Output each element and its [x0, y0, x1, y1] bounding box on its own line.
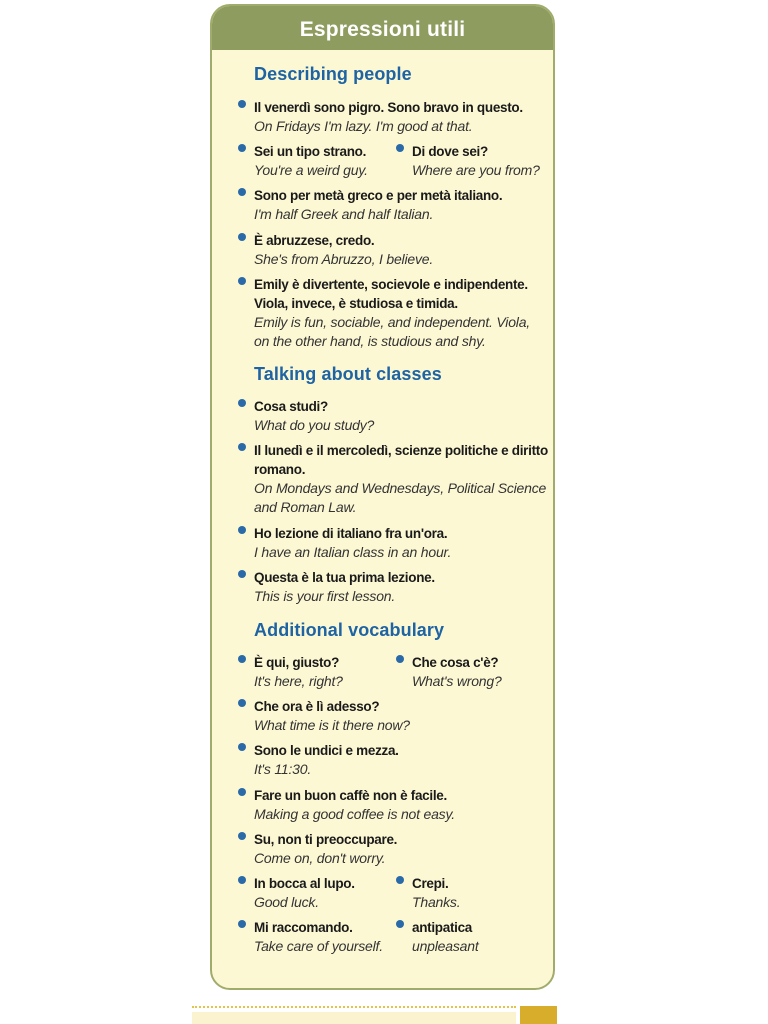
english-translation: What do you study? [254, 417, 375, 433]
bullet-icon [238, 699, 246, 707]
italian-phrase: Crepi. [412, 876, 449, 891]
english-translation: I have an Italian class in an hour. [254, 544, 452, 560]
italian-phrase: Il lunedì e il mercoledì, scienze politiche e diritto romano. [254, 443, 548, 477]
english-translation: Come on, don't worry. [254, 850, 386, 866]
bullet-icon [396, 144, 404, 152]
italian-phrase: Sono le undici e mezza. [254, 743, 399, 758]
list-item [238, 275, 548, 351]
english-translation: It's here, right? [254, 673, 343, 689]
list-item [238, 186, 548, 224]
footer-dotted-rule [192, 1006, 516, 1008]
bullet-icon [238, 655, 246, 663]
italian-phrase: È abruzzese, credo. [254, 233, 375, 248]
bullet-icon [238, 144, 246, 152]
english-translation: Take care of yourself. [254, 938, 383, 954]
bullet-icon [238, 832, 246, 840]
english-translation: unpleasant [412, 938, 479, 954]
italian-phrase: Ho lezione di italiano fra un'ora. [254, 526, 448, 541]
italian-phrase: Che cosa c'è? [412, 655, 499, 670]
english-translation: Thanks. [412, 894, 461, 910]
english-translation: What's wrong? [412, 673, 502, 689]
bullet-icon [238, 570, 246, 578]
section-title-additional-vocabulary: Additional vocabulary [254, 620, 445, 640]
bullet-icon [238, 100, 246, 108]
italian-phrase: Sono per metà greco e per metà italiano. [254, 188, 503, 203]
list-item [396, 918, 546, 956]
list-item [238, 524, 548, 562]
bullet-icon [396, 655, 404, 663]
english-translation: Making a good coffee is not easy. [254, 806, 455, 822]
list-item [238, 697, 548, 735]
italian-phrase: Cosa studi? [254, 399, 328, 414]
bullet-icon [238, 743, 246, 751]
english-translation: On Mondays and Wednesdays, Political Science and Roman Law. [254, 480, 547, 515]
bullet-icon [238, 399, 246, 407]
list-item [238, 441, 548, 517]
italian-phrase: Di dove sei? [412, 144, 488, 159]
list-item [238, 874, 388, 912]
italian-phrase: Questa è la tua prima lezione. [254, 570, 435, 585]
bullet-icon [238, 188, 246, 196]
list-item [238, 568, 548, 606]
english-translation: What time is it there now? [254, 717, 410, 733]
english-translation: Where are you from? [412, 162, 540, 178]
italian-phrase: antipatica [412, 920, 473, 935]
italian-phrase: Mi raccomando. [254, 920, 353, 935]
bullet-icon [238, 876, 246, 884]
card-title: Espressioni utili [212, 6, 553, 50]
list-item [238, 918, 388, 956]
english-translation: She's from Abruzzo, I believe. [254, 251, 434, 267]
list-item [238, 231, 548, 269]
bullet-icon [396, 920, 404, 928]
list-item [238, 98, 548, 136]
english-translation: On Fridays I'm lazy. I'm good at that. [254, 118, 473, 134]
list-item [238, 397, 548, 435]
italian-phrase: Sei un tipo strano. [254, 144, 367, 159]
english-translation: This is your first lesson. [254, 588, 396, 604]
italian-phrase: Fare un buon caffè non è facile. [254, 788, 447, 803]
english-translation: I'm half Greek and half Italian. [254, 206, 434, 222]
footer-band [192, 1012, 516, 1024]
list-item [396, 142, 546, 180]
bullet-icon [238, 526, 246, 534]
section-title-describing-people: Describing people [254, 64, 412, 84]
list-item [238, 142, 388, 180]
bullet-icon [238, 233, 246, 241]
bullet-icon [238, 277, 246, 285]
section-title-talking-about-classes: Talking about classes [254, 364, 442, 384]
bullet-icon [238, 443, 246, 451]
bullet-icon [396, 876, 404, 884]
list-item [238, 653, 388, 691]
list-item [238, 786, 548, 824]
italian-phrase: Che ora è lì adesso? [254, 699, 380, 714]
list-item [396, 874, 546, 912]
bullet-icon [238, 920, 246, 928]
useful-expressions-card [210, 4, 555, 990]
list-item [238, 741, 548, 779]
footer-accent-block [520, 1006, 557, 1024]
list-item [238, 830, 548, 868]
english-translation: You're a weird guy. [254, 162, 368, 178]
english-translation: Emily is fun, sociable, and independent. Viola, on the other hand, is studious and shy. [254, 314, 530, 349]
english-translation: Good luck. [254, 894, 319, 910]
italian-phrase: Il venerdì sono pigro. Sono bravo in questo. [254, 100, 523, 115]
english-translation: It's 11:30. [254, 761, 312, 777]
list-item [396, 653, 546, 691]
italian-phrase: È qui, giusto? [254, 655, 340, 670]
italian-phrase: Su, non ti preoccupare. [254, 832, 398, 847]
italian-phrase: Emily è divertente, socievole e indipendente. Viola, invece, è studiosa e timida. [254, 277, 528, 311]
italian-phrase: In bocca al lupo. [254, 876, 355, 891]
bullet-icon [238, 788, 246, 796]
